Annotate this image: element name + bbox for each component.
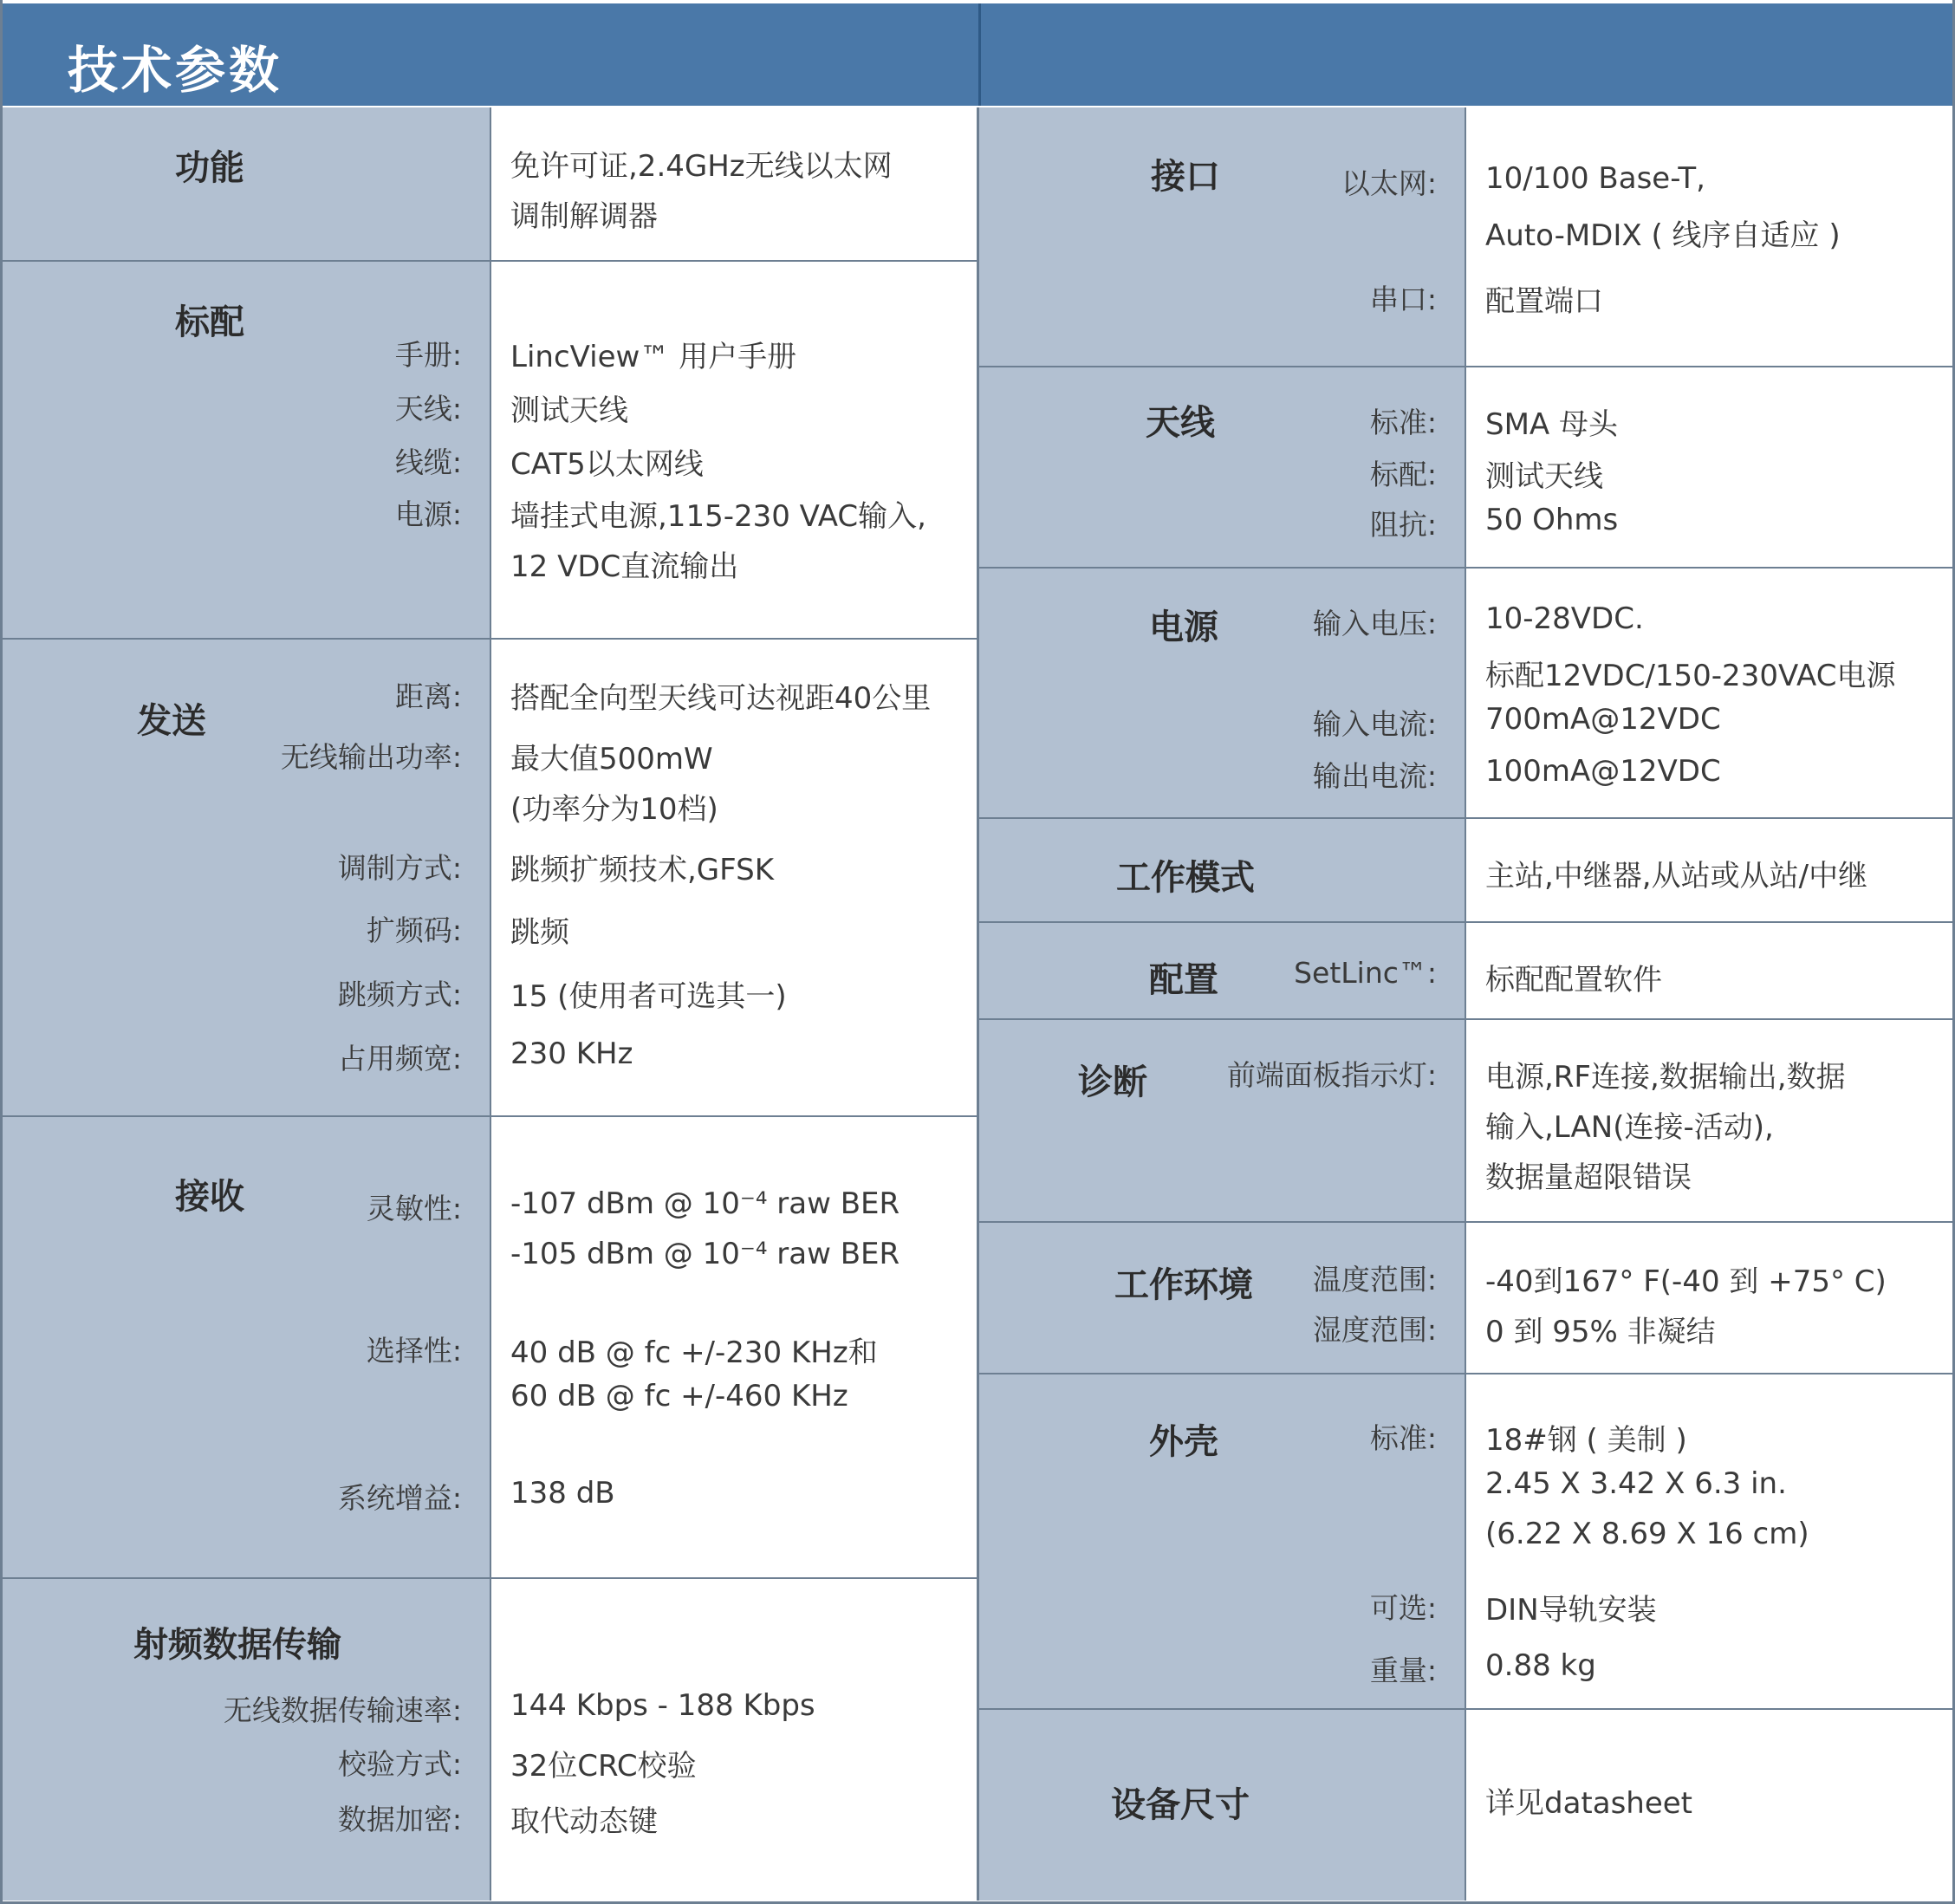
spec-value: 调制解调器 <box>510 199 658 234</box>
spec-section-transmit <box>2 640 977 1117</box>
spec-value: 电源,RF连接,数据输出,数据 <box>1485 1060 1846 1095</box>
spec-value: CAT5以太网线 <box>510 447 704 482</box>
spec-value: Auto-MDIX ( 线序自适应 ) <box>1485 218 1841 253</box>
spec-section-interface <box>979 107 1952 367</box>
spec-label: 灵敏性: <box>366 1192 462 1225</box>
spec-label: 选择性: <box>366 1334 462 1368</box>
spec-section-antenna <box>979 367 1952 569</box>
section-title: 发送 <box>137 701 206 741</box>
spec-value: 最大值500mW <box>510 742 713 777</box>
spec-label: 可选: <box>1369 1591 1437 1625</box>
spec-label: 电源: <box>394 497 462 531</box>
spec-value: 12 VDC直流输出 <box>510 549 739 584</box>
spec-value: 700mA@12VDC <box>1485 702 1721 737</box>
spec-label: 无线输出功率: <box>280 740 462 774</box>
spec-label: 线缆: <box>394 445 462 479</box>
spec-value: 18#钢 ( 美制 ) <box>1485 1423 1687 1458</box>
spec-label: 校验方式: <box>337 1747 462 1781</box>
spec-value: 0 到 95% 非凝结 <box>1485 1315 1716 1349</box>
spec-label: 跳频方式: <box>337 978 462 1011</box>
spec-label: 系统增益: <box>337 1481 462 1515</box>
spec-section-receive <box>2 1117 977 1579</box>
section-title: 工作环境 <box>1114 1265 1253 1305</box>
spec-label: 重量: <box>1369 1654 1437 1687</box>
spec-label: 输入电压: <box>1312 607 1437 640</box>
spec-label: 温度范围: <box>1312 1263 1437 1296</box>
spec-value: 数据量超限错误 <box>1485 1160 1692 1195</box>
spec-section-enclosure <box>979 1374 1952 1710</box>
spec-value: 免许可证,2.4GHz无线以太网 <box>510 149 893 184</box>
section-title: 天线 <box>1146 403 1215 443</box>
spec-label: SetLinc™: <box>1294 956 1437 990</box>
section-title: 射频数据传输 <box>133 1625 341 1665</box>
spec-value: 测试天线 <box>510 393 628 428</box>
spec-value: 60 dB @ fc +/-460 KHz <box>510 1379 848 1413</box>
spec-value: 测试天线 <box>1485 459 1603 494</box>
spec-section-rf-data <box>2 1579 977 1901</box>
spec-label: 调制方式: <box>337 851 462 885</box>
section-title: 外壳 <box>1149 1422 1218 1462</box>
spec-value: 跳频扩频技术,GFSK <box>510 853 774 887</box>
section-title: 配置 <box>1149 960 1218 1000</box>
spec-value: 2.45 X 3.42 X 6.3 in. <box>1485 1466 1787 1501</box>
section-title: 工作模式 <box>1116 858 1255 898</box>
spec-value: 主站,中继器,从站或从站/中继 <box>1485 859 1868 894</box>
spec-label: 湿度范围: <box>1312 1313 1437 1347</box>
spec-label: 输出电流: <box>1312 759 1437 793</box>
spec-value: 144 Kbps - 188 Kbps <box>510 1688 815 1723</box>
spec-value: LincView™ 用户手册 <box>510 340 797 374</box>
section-title: 接口 <box>1151 157 1220 197</box>
spec-value: 配置端口 <box>1485 284 1603 319</box>
spec-value: 搭配全向型天线可达视距40公里 <box>510 681 932 716</box>
section-title: 标配 <box>175 302 244 342</box>
spec-section-standard <box>2 262 977 640</box>
spec-label: 以太网: <box>1341 166 1437 200</box>
section-title: 功能 <box>175 148 244 188</box>
left-column <box>2 107 977 1901</box>
spec-value: 230 KHz <box>510 1036 633 1071</box>
spec-value: 输入,LAN(连接-活动), <box>1485 1110 1774 1145</box>
section-title: 接收 <box>175 1177 244 1217</box>
spec-label: 阻抗: <box>1369 508 1437 542</box>
spec-label: 前端面板指示灯: <box>1226 1058 1437 1092</box>
spec-value: 取代动态键 <box>510 1804 658 1839</box>
spec-label: 无线数据传输速率: <box>223 1693 462 1727</box>
spec-section-function <box>2 107 977 262</box>
spec-value: -40到167° F(-40 到 +75° C) <box>1485 1264 1887 1299</box>
spec-section-diagnostics <box>979 1020 1952 1223</box>
spec-value: 40 dB @ fc +/-230 KHz和 <box>510 1335 878 1370</box>
spec-value: DIN导轨安装 <box>1485 1593 1657 1628</box>
spec-value: 标配12VDC/150-230VAC电源 <box>1485 659 1896 693</box>
right-column <box>979 107 1952 1901</box>
spec-value: 0.88 kg <box>1485 1648 1596 1683</box>
spec-label: 距离: <box>394 679 462 713</box>
spec-label: 数据加密: <box>337 1803 462 1836</box>
spec-value: 15 (使用者可选其一) <box>510 979 787 1014</box>
spec-label: 标准: <box>1369 406 1437 439</box>
spec-value: 100mA@12VDC <box>1485 754 1721 789</box>
spec-label: 天线: <box>394 392 462 426</box>
spec-value: 墙挂式电源,115-230 VAC输入, <box>510 499 926 534</box>
spec-value: (6.22 X 8.69 X 16 cm) <box>1485 1517 1809 1551</box>
section-title: 设备尺寸 <box>1111 1785 1250 1825</box>
spec-value: (功率分为10档) <box>510 792 718 827</box>
spec-section-power <box>979 569 1952 819</box>
spec-value: 10/100 Base-T, <box>1485 161 1705 196</box>
spec-section-environment <box>979 1223 1952 1374</box>
spec-value: 详见datasheet <box>1485 1786 1693 1821</box>
spec-value: 10-28VDC. <box>1485 601 1644 636</box>
header-bar <box>2 3 1953 106</box>
spec-section-dimensions <box>979 1710 1952 1901</box>
spec-label: 输入电流: <box>1312 707 1437 741</box>
spec-value: 50 Ohms <box>1485 503 1619 537</box>
spec-value: 标配配置软件 <box>1485 963 1662 997</box>
spec-value: 32位CRC校验 <box>510 1749 697 1784</box>
spec-label: 手册: <box>394 338 462 372</box>
section-title: 诊断 <box>1078 1062 1147 1102</box>
header-divider <box>978 3 981 106</box>
spec-value: 138 dB <box>510 1476 615 1511</box>
spec-value: 跳频 <box>510 915 569 950</box>
spec-section-config <box>979 923 1952 1020</box>
spec-label: 标准: <box>1369 1421 1437 1455</box>
spec-value: -105 dBm @ 10⁻⁴ raw BER <box>510 1237 900 1271</box>
spec-value: -107 dBm @ 10⁻⁴ raw BER <box>510 1186 900 1221</box>
spec-label: 占用频宽: <box>337 1042 462 1075</box>
spec-section-mode <box>979 819 1952 923</box>
spec-label: 扩频码: <box>366 913 462 947</box>
spec-value: SMA 母头 <box>1485 407 1618 442</box>
spec-label: 标配: <box>1369 458 1437 491</box>
page-title: 技术参数 <box>68 41 283 100</box>
section-title: 电源 <box>1149 608 1218 647</box>
spec-label: 串口: <box>1369 283 1437 316</box>
